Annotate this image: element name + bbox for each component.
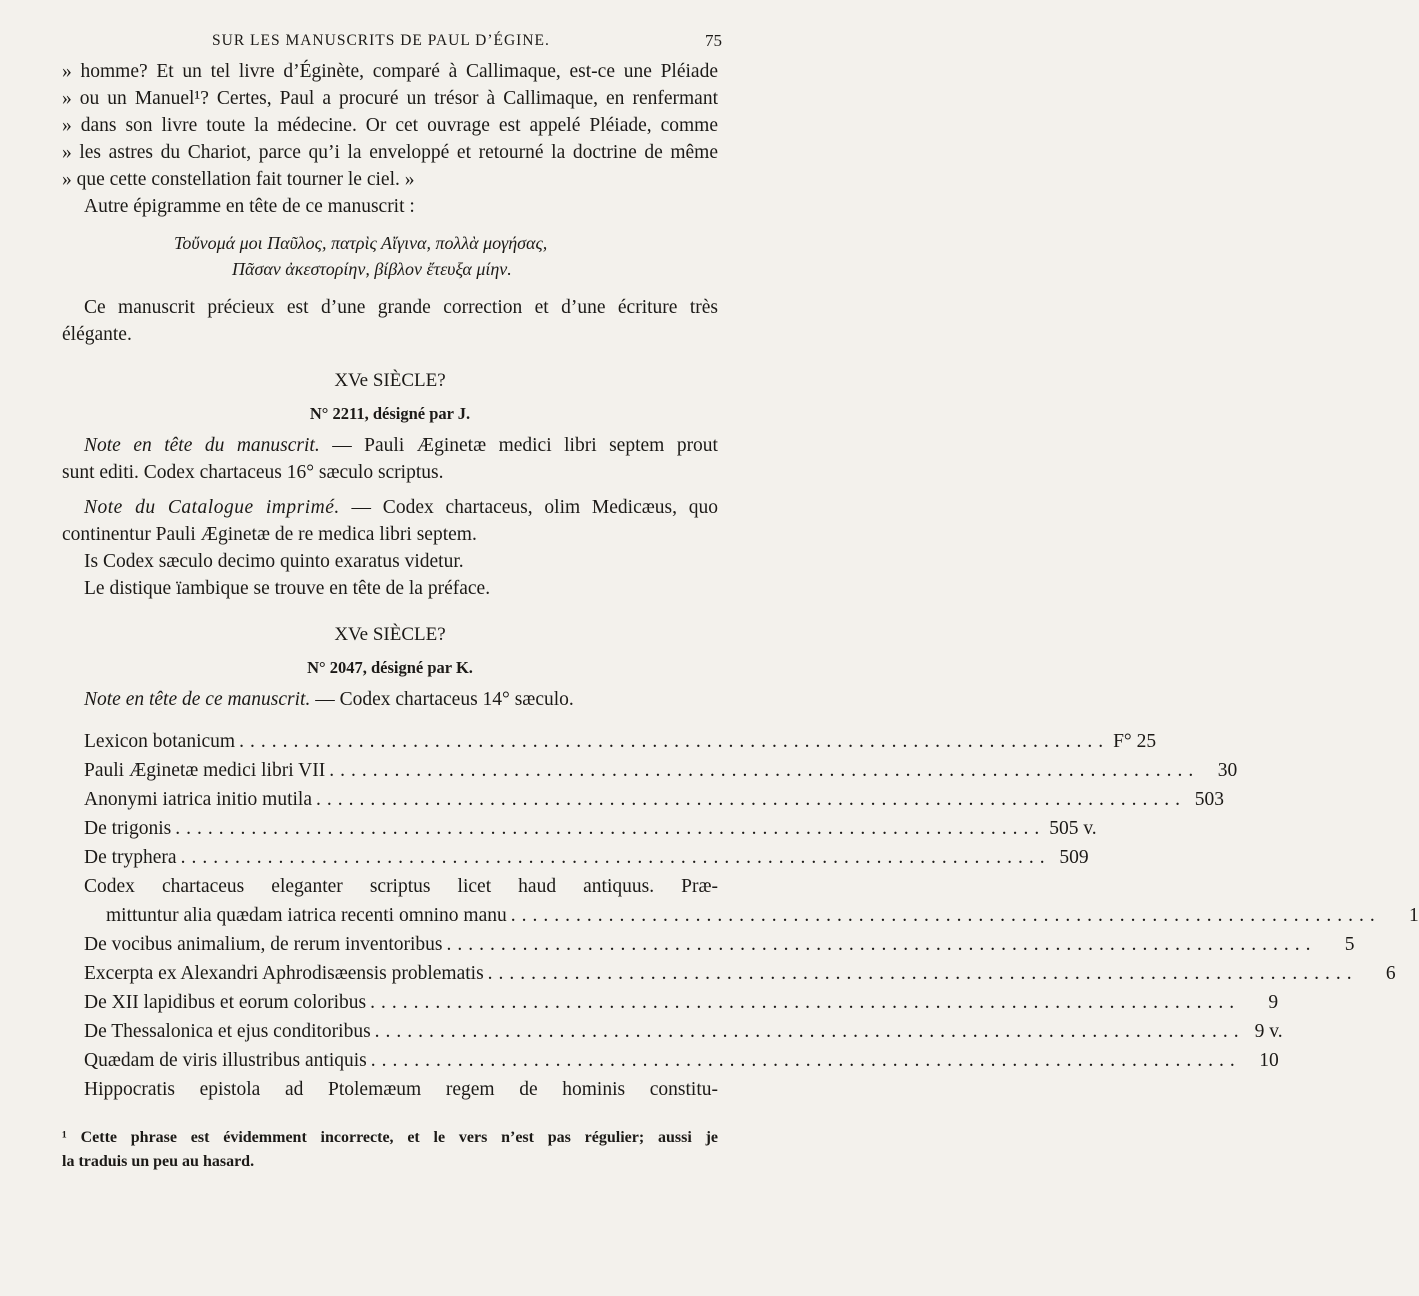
- leader-dots: ................................................................................: [239, 731, 1110, 752]
- quote-line: » dans son livre toute la médecine. Or cet ouvrage est appelé Pléiade, comme: [62, 115, 718, 136]
- quote-line: » ou un Manuel¹? Certes, Paul a procuré un trésor à Callimaque, en renfermant: [62, 88, 718, 109]
- contents-label: De tryphera: [84, 847, 177, 868]
- leader-dots: ................................................................................: [446, 934, 1317, 955]
- contents-row: [62, 930, 1355, 959]
- quote-line: » les astres du Chariot, parce qu’i la enveloppé et retourné la doctrine de même: [62, 142, 718, 163]
- contents-page: 505 v.: [1049, 818, 1097, 839]
- section-heading-1: XVe SIÈCLE?: [334, 370, 446, 391]
- contents-label: Pauli Æginetæ medici libri VII: [84, 760, 326, 781]
- contents-page: F° 25: [1113, 731, 1157, 752]
- note-label: Note en tête du manuscrit.: [84, 435, 320, 456]
- catalogue-line-2: continentur Pauli Æginetæ de re medica libri septem.: [62, 524, 477, 545]
- leader-dots: ................................................................................: [316, 789, 1187, 810]
- note-1-line-1: [62, 432, 718, 459]
- quote-block: [62, 58, 718, 193]
- contents-label: Quædam de viris illustribus antiquis: [84, 1050, 367, 1071]
- contents-row: [62, 814, 1097, 843]
- contents-page: 10: [1259, 1050, 1279, 1071]
- contents-label: Excerpta ex Alexandri Aphrodisæensis problematis: [84, 963, 484, 984]
- contents-row: [62, 901, 1419, 930]
- catalogue-line-3: Is Codex sæculo decimo quinto exaratus videtur.: [84, 551, 464, 572]
- contents-row: [62, 756, 1238, 785]
- contents-row: [62, 959, 1396, 988]
- note-2-line: [62, 686, 718, 713]
- leader-dots: ................................................................................: [510, 905, 1381, 926]
- contents-page: 9 v.: [1254, 1021, 1283, 1042]
- codex-note-line-1: Codex chartaceus eleganter scriptus licet haud antiquus. Præ-: [84, 876, 718, 897]
- leader-dots: ................................................................................: [180, 847, 1051, 868]
- contents-row: [62, 1046, 1279, 1075]
- contents-row: [62, 727, 1157, 756]
- note-text: — Codex chartaceus 14° sæculo.: [310, 689, 574, 710]
- leader-dots: ................................................................................: [329, 760, 1200, 781]
- greek-verse-2: Πᾶσαν ἀκεστορίην, βίβλον ἔτευξα μίην.: [232, 259, 512, 279]
- contents-page: 1: [1408, 905, 1419, 926]
- preface-note: Le distique ïambique se trouve en tête de la préface.: [84, 578, 491, 599]
- leader-dots: ................................................................................: [370, 992, 1241, 1013]
- last-line: Hippocratis epistola ad Ptolemæum regem de hominis constitu-: [84, 1079, 718, 1100]
- contents-page: 30: [1217, 760, 1238, 781]
- section-heading-2: XVe SIÈCLE?: [334, 624, 446, 645]
- contents-page: 5: [1344, 934, 1355, 955]
- contents-page: 503: [1194, 789, 1225, 810]
- catalogue-line-1: [62, 494, 718, 521]
- contents-row: [62, 785, 1225, 814]
- contents-page: 9: [1268, 992, 1279, 1013]
- contents-row: [62, 843, 1089, 872]
- running-title: SUR LES MANUSCRITS DE PAUL D’ÉGINE.: [212, 32, 550, 49]
- catalogue-text: — Codex chartaceus, olim Medicæus, quo: [339, 497, 718, 518]
- comment-line-1: Ce manuscrit précieux est d’une grande correction et d’une écriture très: [84, 297, 718, 318]
- contents-label: Lexicon botanicum: [84, 731, 236, 752]
- contents-label: Anonymi iatrica initio mutila: [84, 789, 313, 810]
- contents-label: De vocibus animalium, de rerum inventoribus: [84, 934, 443, 955]
- catalogue-label: Note du Catalogue imprimé.: [84, 497, 340, 518]
- quote-line: » que cette constellation fait tourner le ciel. »: [62, 169, 415, 190]
- contents-list: [62, 727, 1419, 1104]
- greek-verse-1: Τοὔνομά μοι Παῦλος, πατρὶς Αἴγινα, πολλὰ μογήσας,: [174, 233, 548, 253]
- contents-label: De XII lapidibus et eorum coloribus: [84, 992, 367, 1013]
- footnote-line-1: ¹ Cette phrase est évidemment incorrecte, et le vers n’est pas régulier; aussi je: [62, 1129, 718, 1146]
- footnote: [62, 1126, 718, 1174]
- note-label: Note en tête de ce manuscrit.: [84, 689, 311, 710]
- comment-line-2: élégante.: [62, 324, 132, 345]
- page-number: 75: [705, 31, 722, 50]
- contents-label: De trigonis: [84, 818, 172, 839]
- designation-2: N° 2047, désigné par K.: [307, 658, 473, 677]
- contents-label: mittuntur alia quædam iatrica recenti omnino manu: [106, 905, 507, 926]
- leader-dots: ................................................................................: [175, 818, 1046, 839]
- running-head: [62, 28, 722, 58]
- designation-1: N° 2211, désigné par J.: [309, 404, 471, 423]
- epigram-intro: Autre épigramme en tête de ce manuscrit :: [84, 196, 415, 217]
- contents-page: 509: [1059, 847, 1089, 868]
- contents-page: 6: [1385, 963, 1396, 984]
- note-text: — Pauli Æginetæ medici libri septem prout: [319, 435, 718, 456]
- note-1-line-2: sunt editi. Codex chartaceus 16° sæculo scriptus.: [62, 462, 444, 483]
- contents-label: De Thessalonica et ejus conditoribus: [84, 1021, 371, 1042]
- leader-dots: ................................................................................: [487, 963, 1358, 984]
- contents-row: [62, 1017, 1283, 1046]
- leader-dots: ................................................................................: [374, 1021, 1245, 1042]
- quote-line: » homme? Et un tel livre d’Éginète, comparé à Callimaque, est-ce une Pléiade: [62, 61, 718, 82]
- footnote-line-2: la traduis un peu au hasard.: [62, 1153, 255, 1170]
- book-page: [62, 28, 1419, 1174]
- contents-row: [62, 988, 1279, 1017]
- leader-dots: ................................................................................: [370, 1050, 1241, 1071]
